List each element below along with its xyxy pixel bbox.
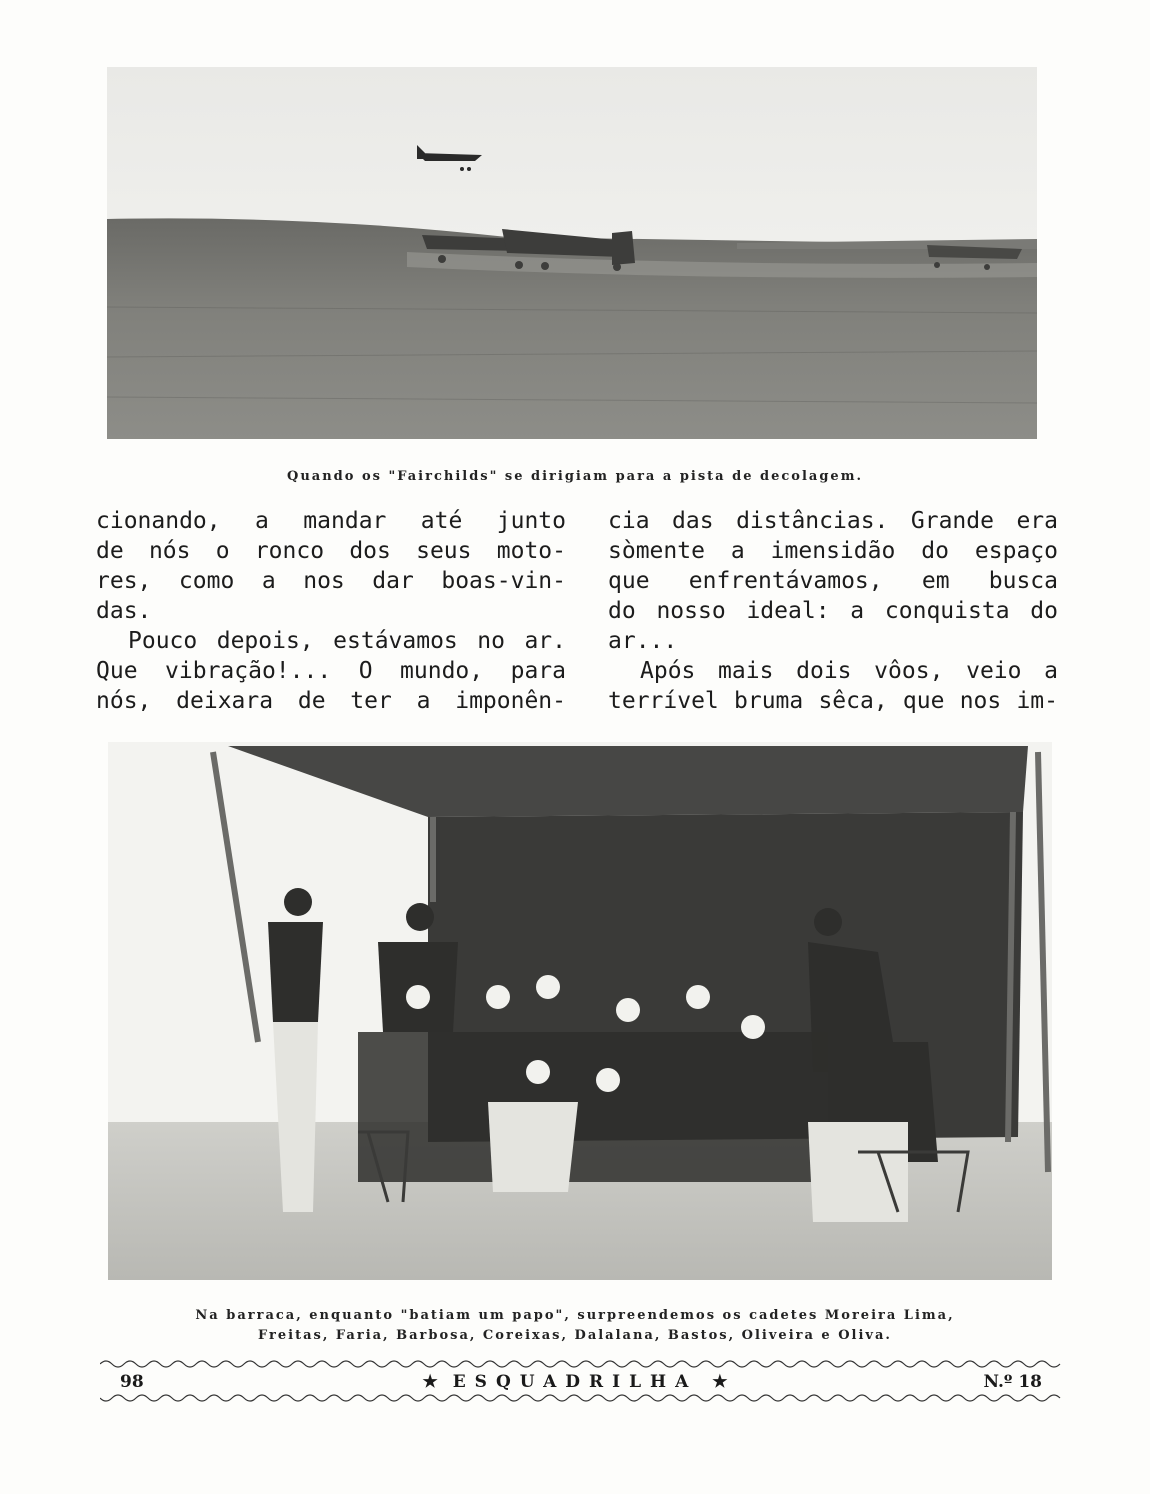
decorative-wave-rule <box>100 1394 1065 1404</box>
text-line: das. <box>96 598 152 624</box>
text-line: ar... <box>608 628 678 654</box>
tent-cadets-photo <box>108 742 1052 1280</box>
text-line: que enfrentávamos, em busca <box>608 568 1058 594</box>
text-column-right <box>608 506 1058 716</box>
caption-line: Freitas, Faria, Barbosa, Coreixas, Dalalana, Bastos, Oliveira e Oliva. <box>258 1328 892 1343</box>
text-line: Que vibração!... O mundo, para <box>96 658 566 684</box>
text-line: Após mais dois vôos, veio a <box>640 658 1058 684</box>
text-line: cia das distâncias. Grande era <box>608 508 1058 534</box>
caption-line: Na barraca, enquanto "batiam um papo", surpreendemos os cadetes Moreira Lima, <box>195 1308 955 1323</box>
text-line: de nós o ronco dos seus moto- <box>96 538 566 564</box>
text-line: sòmente a imensidão do espaço <box>608 538 1058 564</box>
text-line: nós, deixara de ter a imponên- <box>96 688 566 714</box>
decorative-wave-rule <box>100 1358 1065 1368</box>
magazine-name: ESQUADRILHA <box>452 1372 698 1392</box>
issue-number: N.º 18 <box>983 1372 1042 1392</box>
airfield-photo <box>107 67 1037 439</box>
text-line: cionando, a mandar até junto <box>96 508 566 534</box>
magazine-title <box>0 1372 1150 1392</box>
photo-caption-top: Quando os "Fairchilds" se dirigiam para a pista de decolagem. <box>287 469 863 484</box>
text-line: do nosso ideal: a conquista do <box>608 598 1058 624</box>
text-line: res, como a nos dar boas-vin- <box>96 568 566 594</box>
page-number: 98 <box>120 1372 144 1392</box>
star-icon: ★ <box>712 1372 728 1392</box>
text-line: terrível bruma sêca, que nos im- <box>608 688 1058 714</box>
text-line: Pouco depois, estávamos no ar. <box>128 628 566 654</box>
star-icon: ★ <box>422 1372 438 1392</box>
photo-caption-bottom <box>60 1306 1090 1346</box>
text-column-left <box>96 506 566 716</box>
